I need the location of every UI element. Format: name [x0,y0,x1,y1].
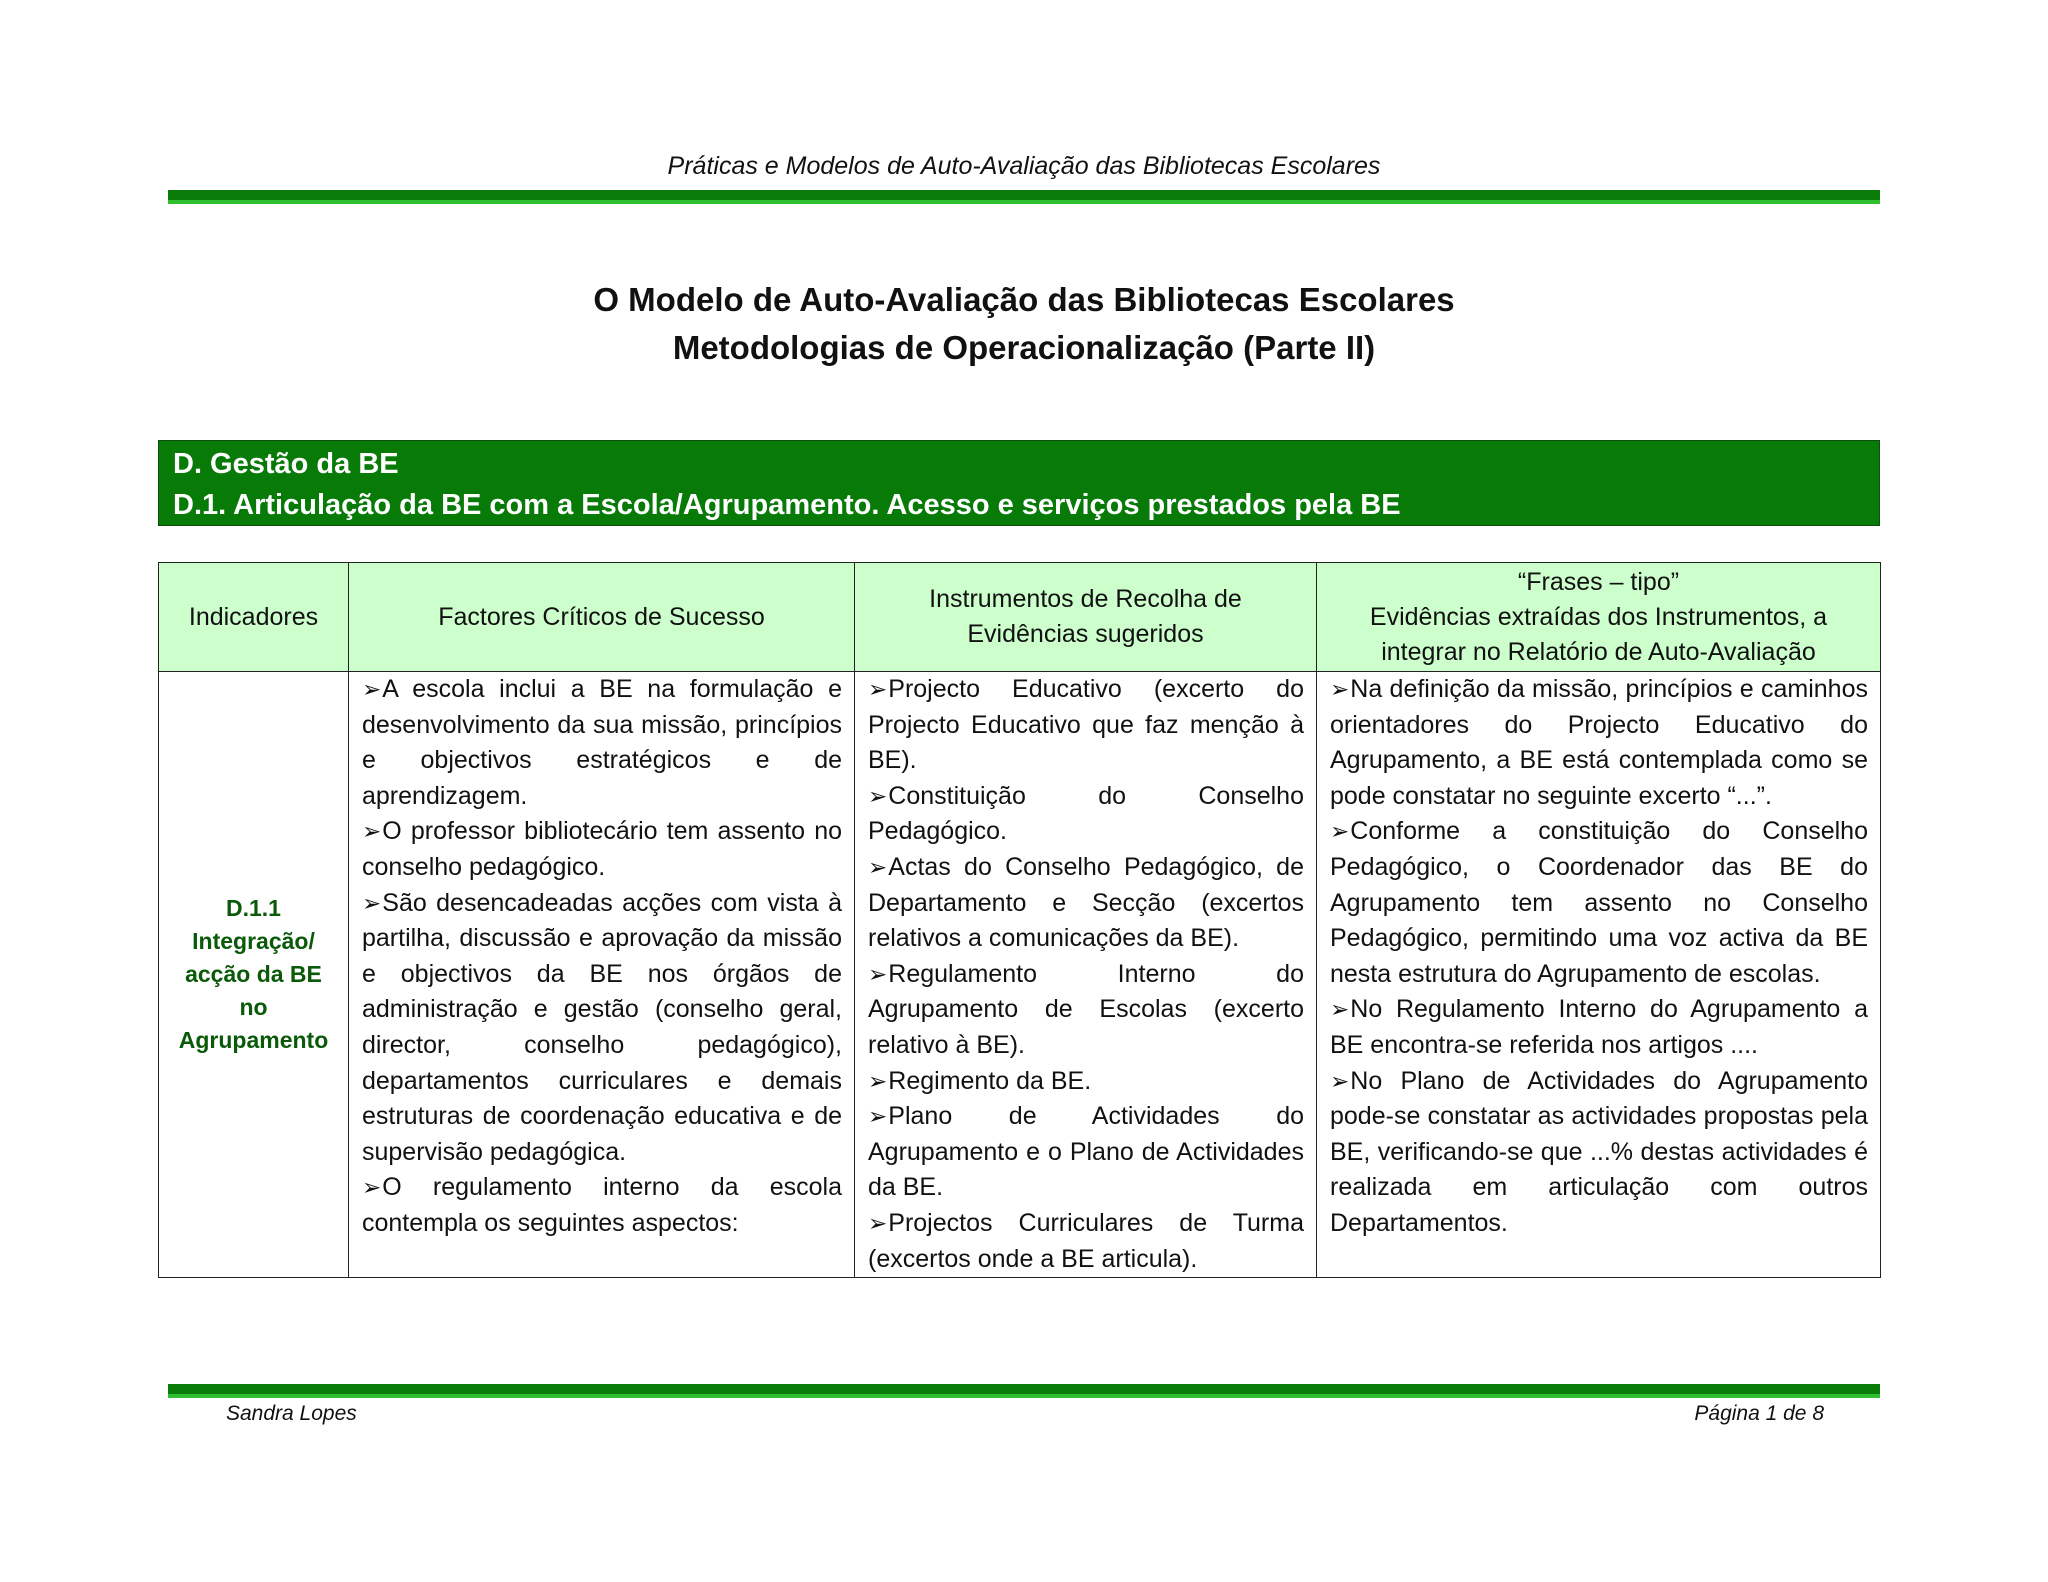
header-rule [168,190,1880,204]
factor-text: O regulamento interno da escola contempla os seguintes aspectos: [362,1173,842,1237]
frase-item [1330,1064,1868,1242]
table-row [159,672,1881,1278]
indicator-name-line-3: no [239,994,268,1021]
arrow-bullet-icon: ➢ [362,1174,382,1201]
frase-item [1330,992,1868,1063]
factor-item [362,814,842,885]
arrow-bullet-icon: ➢ [362,676,382,702]
header-instrumentos-line-2: Evidências sugeridos [967,620,1204,648]
factor-item [362,886,842,1171]
running-header: Práticas e Modelos de Auto-Avaliação das Bibliotecas Escolares [667,152,1381,180]
arrow-bullet-icon: ➢ [868,782,888,809]
frase-item [1330,814,1868,992]
header-frases [1317,563,1881,672]
arrow-bullet-icon: ➢ [868,853,888,880]
instrument-text: Constituição do Conselho Pedagógico. [868,781,1304,846]
footer-rule [168,1384,1880,1398]
indicator-name-line-4: Agrupamento [178,1027,329,1054]
instrument-item [868,1206,1304,1277]
frase-text: Na definição da missão, princípios e caminhos orientadores do Projecto Educativo do Agrupamento, a BE está contemplada como se pode constatar no seguinte excerto “...”. [1330,675,1868,810]
factor-text: São desencadeadas acções com vista à partilha, discussão e aprovação da missão e objectivos da BE nos órgãos de administração e gestão (conselho geral, director, conselho pedagógico), departamentos curriculares e demais estruturas de coordenação educativa e de supervisão pedagógica. [362,888,842,1166]
instrument-item [868,1099,1304,1206]
title-line-2: Metodologias de Operacionalização (Parte II) [672,329,1376,366]
frase-text: No Regulamento Interno do Agrupamento a BE encontra-se referida nos artigos .... [1330,995,1868,1059]
header-factores: Factores Críticos de Sucesso [349,563,855,672]
arrow-bullet-icon: ➢ [868,1103,888,1130]
header-frases-line-3: integrar no Relatório de Auto-Avaliação [1381,637,1816,666]
arrow-bullet-icon: ➢ [1330,1067,1350,1094]
factor-item [362,1170,842,1241]
footer-page-number: Página 1 de 8 [1694,1402,1824,1425]
section-subdomain: D.1. Articulação da BE com a Escola/Agrupamento. Acesso e serviços prestados pela BE [173,489,1401,521]
title-line-1: O Modelo de Auto-Avaliação das Bibliotecas Escolares [593,281,1455,318]
arrow-bullet-icon: ➢ [362,889,382,916]
instrument-text: Regimento da BE. [888,1066,1092,1095]
header-frases-line-1: “Frases – tipo” [1517,567,1680,596]
frase-text: No Plano de Actividades do Agrupamento pode-se constatar as actividades propostas pela BE, verificando-se que ...% destas actividades é realizada em articulação com outros Departamentos. [1330,1066,1868,1237]
header-indicadores: Indicadores [159,563,349,672]
arrow-bullet-icon: ➢ [362,818,382,845]
instrument-text: Actas do Conselho Pedagógico, de Departamento e Secção (excertos relativos a comunicações da BE). [868,852,1304,953]
instrument-item [868,779,1304,850]
instrument-item [868,672,1304,779]
indicator-cell [159,672,349,1278]
arrow-bullet-icon: ➢ [1330,676,1350,702]
instrument-text: Plano de Actividades do Agrupamento e o Plano de Actividades da BE. [868,1102,1304,1202]
frase-item [1330,672,1868,814]
factores-cell [349,672,855,1278]
instrument-item [868,957,1304,1064]
document-title [0,276,2048,372]
arrow-bullet-icon: ➢ [1330,818,1350,845]
instrument-text: Projecto Educativo (excerto do Projecto Educativo que faz menção à BE). [868,675,1304,775]
footer-author: Sandra Lopes [226,1402,357,1425]
instrumentos-cell [855,672,1317,1278]
header-instrumentos-line-1: Instrumentos de Recolha de [929,585,1242,613]
arrow-bullet-icon: ➢ [868,676,888,702]
indicator-name-line-2: acção da BE [185,961,322,988]
table-header-row [159,563,1881,672]
arrow-bullet-icon: ➢ [868,960,888,987]
factor-item [362,672,842,814]
instrument-text: Regulamento Interno do Agrupamento de Escolas (excerto relativo à BE). [868,959,1304,1059]
instrument-item [868,1064,1304,1100]
section-domain: D. Gestão da BE [173,448,399,480]
factor-text: A escola inclui a BE na formulação e desenvolvimento da sua missão, princípios e objectivos estratégicos e de aprendizagem. [362,675,842,810]
header-frases-line-2: Evidências extraídas dos Instrumentos, a [1369,602,1828,631]
instrument-text: Projectos Curriculares de Turma (excertos onde a BE articula). [868,1208,1304,1273]
indicator-code: D.1.1 [226,895,281,922]
instrument-item [868,850,1304,957]
section-banner [158,440,1880,526]
frases-cell [1317,672,1881,1278]
evaluation-table [158,562,1881,1278]
arrow-bullet-icon: ➢ [868,1209,888,1236]
factor-text: O professor bibliotecário tem assento no conselho pedagógico. [362,817,842,881]
arrow-bullet-icon: ➢ [868,1067,888,1094]
frase-text: Conforme a constituição do Conselho Pedagógico, o Coordenador das BE do Agrupamento tem assento no Conselho Pedagógico, permitindo uma voz activa da BE nesta estrutura do Agrupamento de escolas. [1330,817,1868,988]
arrow-bullet-icon: ➢ [1330,996,1350,1023]
header-instrumentos [855,563,1317,672]
indicator-name-line-1: Integração/ [192,928,315,955]
